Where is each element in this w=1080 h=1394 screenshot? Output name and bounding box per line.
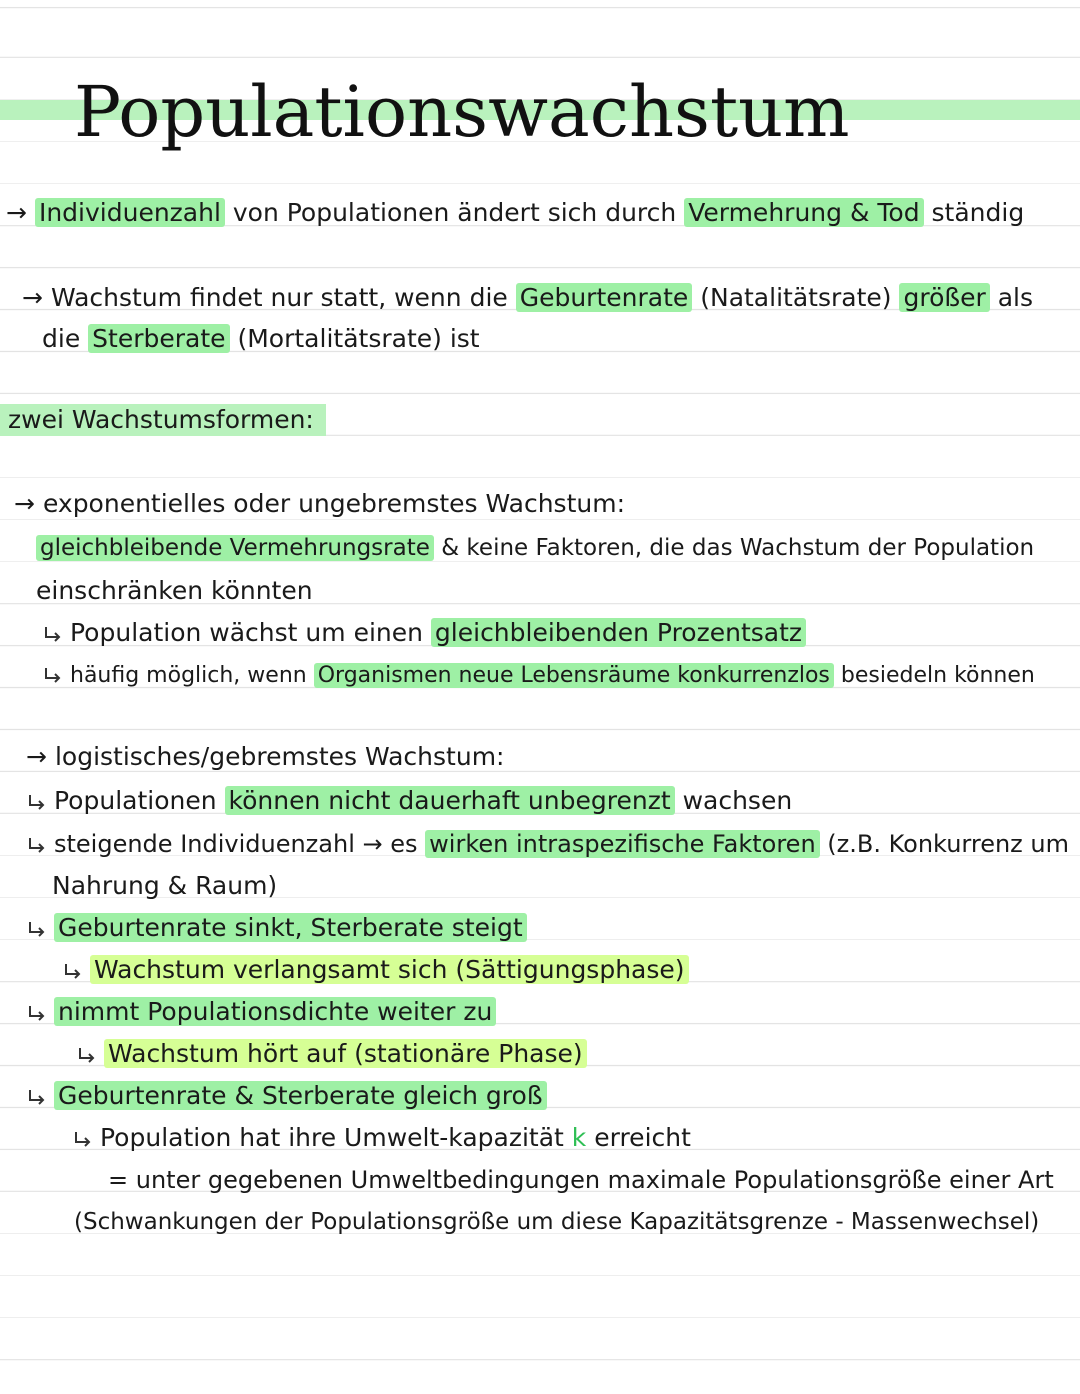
text: häufig möglich, wenn bbox=[70, 663, 307, 688]
page-title: Populationswachstum bbox=[74, 71, 850, 153]
arrow-right-icon: → bbox=[14, 489, 35, 518]
arrow-right-icon: → bbox=[6, 198, 27, 227]
text: von Populationen ändert sich durch bbox=[232, 198, 677, 227]
exponential-sub-2 bbox=[44, 659, 1035, 693]
logistic-point-3 bbox=[28, 911, 527, 945]
logistic-heading bbox=[26, 740, 504, 774]
highlight-individuenzahl: Individuenzahl bbox=[35, 198, 225, 227]
hook-arrow-icon bbox=[44, 618, 62, 647]
logistic-point-2 bbox=[28, 827, 1069, 861]
heading-text: logistisches/gebremstes Wachstum: bbox=[54, 742, 505, 771]
hook-arrow-icon bbox=[28, 786, 46, 815]
text: & keine Faktoren, die das Wachstum der Population bbox=[441, 535, 1035, 561]
exponential-line-2 bbox=[36, 574, 313, 608]
text: Population wächst um einen bbox=[70, 618, 423, 647]
text: Populationen bbox=[54, 786, 217, 815]
text: Nahrung & Raum) bbox=[52, 871, 278, 900]
text: Population hat ihre Umwelt-kapazität bbox=[100, 1123, 564, 1152]
exponential-line-1 bbox=[36, 531, 1034, 565]
text: (Mortalitätsrate) ist bbox=[237, 324, 480, 353]
logistic-point-5 bbox=[28, 1079, 547, 1113]
text: (z.B. Konkurrenz um bbox=[827, 830, 1069, 858]
highlight-groesser: größer bbox=[899, 283, 989, 312]
highlight-populationsdichte: nimmt Populationsdichte weiter zu bbox=[54, 997, 496, 1026]
highlight-sterberate: Sterberate bbox=[88, 324, 229, 353]
logistic-point-3-sub bbox=[64, 953, 689, 987]
text: es bbox=[390, 830, 418, 858]
text: (Schwankungen der Populationsgröße um diese Kapazitätsgrenze - Massenwechsel) bbox=[74, 1209, 1040, 1235]
highlight-intraspezifisch: wirken intraspezifische Faktoren bbox=[425, 830, 819, 858]
exponential-heading bbox=[14, 487, 625, 521]
text: erreicht bbox=[594, 1123, 691, 1152]
intro-line-2 bbox=[22, 281, 1033, 315]
text: als bbox=[997, 283, 1034, 312]
heading-text: exponentielles oder ungebremstes Wachstum: bbox=[42, 489, 625, 518]
text: die bbox=[42, 324, 81, 353]
hook-arrow-icon bbox=[28, 1081, 46, 1110]
hook-arrow-icon bbox=[28, 913, 46, 942]
highlight-gleich-gross: Geburtenrate & Sterberate gleich groß bbox=[54, 1081, 547, 1110]
logistic-point-5-sub bbox=[74, 1121, 691, 1155]
text: ständig bbox=[931, 198, 1025, 227]
exponential-sub-1 bbox=[44, 616, 806, 650]
highlight-lebensraeume: Organismen neue Lebensräume konkurrenzlos bbox=[314, 663, 834, 688]
hook-arrow-icon bbox=[28, 997, 46, 1026]
logistic-point-1 bbox=[28, 784, 792, 818]
logistic-point-4-sub bbox=[78, 1037, 587, 1071]
arrow-right-icon: → bbox=[22, 283, 43, 312]
highlight-geburtenrate-sinkt: Geburtenrate sinkt, Sterberate steigt bbox=[54, 913, 527, 942]
hook-arrow-icon bbox=[28, 830, 46, 858]
text: Wachstum findet nur statt, wenn die bbox=[50, 283, 508, 312]
text: (Natalitätsrate) bbox=[700, 283, 892, 312]
text: besiedeln können bbox=[840, 663, 1035, 688]
highlight-stationaere-phase: Wachstum hört auf (stationäre Phase) bbox=[104, 1039, 587, 1068]
arrow-right-icon: → bbox=[26, 742, 47, 771]
definition-line-1 bbox=[108, 1163, 1054, 1197]
text: wachsen bbox=[682, 786, 793, 815]
logistic-point-4 bbox=[28, 995, 496, 1029]
hook-arrow-icon bbox=[78, 1039, 96, 1068]
text: einschränken könnten bbox=[36, 576, 313, 605]
intro-line-3 bbox=[42, 322, 480, 356]
definition-line-2 bbox=[74, 1205, 1039, 1239]
hook-arrow-icon bbox=[44, 663, 62, 688]
highlight-unbegrenzt: können nicht dauerhaft unbegrenzt bbox=[225, 786, 675, 815]
capacity-symbol: k bbox=[571, 1123, 587, 1152]
highlight-geburtenrate: Geburtenrate bbox=[516, 283, 693, 312]
intro-line-1 bbox=[6, 196, 1024, 230]
hook-arrow-icon bbox=[64, 955, 82, 984]
highlight-vermehrungsrate: gleichbleibende Vermehrungsrate bbox=[36, 535, 434, 561]
highlight-vermehrung-tod: Vermehrung & Tod bbox=[684, 198, 923, 227]
highlight-prozentsatz: gleichbleibenden Prozentsatz bbox=[431, 618, 806, 647]
logistic-point-2-cont bbox=[52, 869, 277, 903]
arrow-right-icon: → bbox=[362, 830, 383, 858]
text: steigende Individuenzahl bbox=[54, 830, 355, 858]
hook-arrow-icon bbox=[74, 1123, 92, 1152]
highlight-saettigungsphase: Wachstum verlangsamt sich (Sättigungsphase) bbox=[90, 955, 689, 984]
growth-forms-label: zwei Wachstumsformen: bbox=[0, 404, 326, 436]
text: = unter gegebenen Umweltbedingungen maximale Populationsgröße einer Art bbox=[108, 1166, 1054, 1194]
